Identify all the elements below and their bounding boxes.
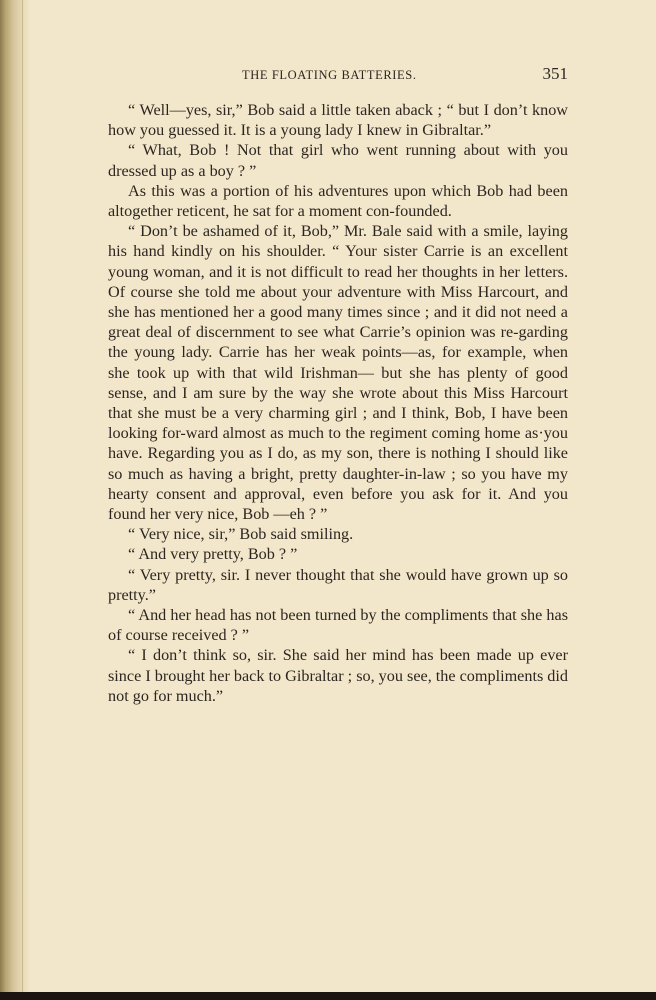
page-bottom-edge [0,992,656,1000]
page-gutter-shadow [0,0,30,992]
paragraph: “ Don’t be ashamed of it, Bob,” Mr. Bale said with a smile, laying his hand kindly on his shoulder. “ Your sister Carrie is an excellent young woman, and it is not difficult to read her thoughts in her letters. Of course she told me about your adventure with Miss Harcourt, and she has mentioned her a good many times since ; and it did not need a great deal of discernment to see what Carrie’s opinion was re-garding the young lady. Carrie has her weak points—as, for example, when she took up with that wild Irishman— but she has plenty of good sense, and I am sure by the way she wrote about this Miss Harcourt that she must be a very charming girl ; and I think, Bob, I have been looking for-ward almost as much to the regiment coming home as·you have. Regarding you as I do, as my son, there is nothing I should like so much as having a bright, pretty daughter-in-law ; so you have my hearty consent and approval, even before you ask for it. And you found her very nice, Bob —eh ? ” [108,222,568,524]
page-header [108,64,568,88]
paragraph: “ Very nice, sir,” Bob said smiling. [128,525,354,544]
paragraph: “ And her head has not been turned by the compliments that she has of course received ? ” [108,606,568,645]
paragraph: “ What, Bob ! Not that girl who went running about with you dressed up as a boy ? ” [108,141,568,180]
spine-line [22,0,23,992]
paragraph: “ I don’t think so, sir. She said her mind has been made up ever since I brought her back to Gibraltar ; so, you see, the compliments did not go for much.” [108,646,568,705]
paragraph: “ Well—yes, sir,” Bob said a little taken aback ; “ but I don’t know how you guessed it. It is a young lady I knew in Gibraltar.” [108,101,568,140]
paragraph: “ And very pretty, Bob ? ” [128,545,298,564]
body-text [108,100,568,706]
paragraph: “ Very pretty, sir. I never thought that she would have grown up so pretty.” [108,565,568,604]
paragraph: As this was a portion of his adventures upon which Bob had been altogether reticent, he sat for a moment con-founded. [108,181,568,221]
running-title: THE FLOATING BATTERIES. [242,68,417,82]
page-number: 351 [542,64,568,83]
